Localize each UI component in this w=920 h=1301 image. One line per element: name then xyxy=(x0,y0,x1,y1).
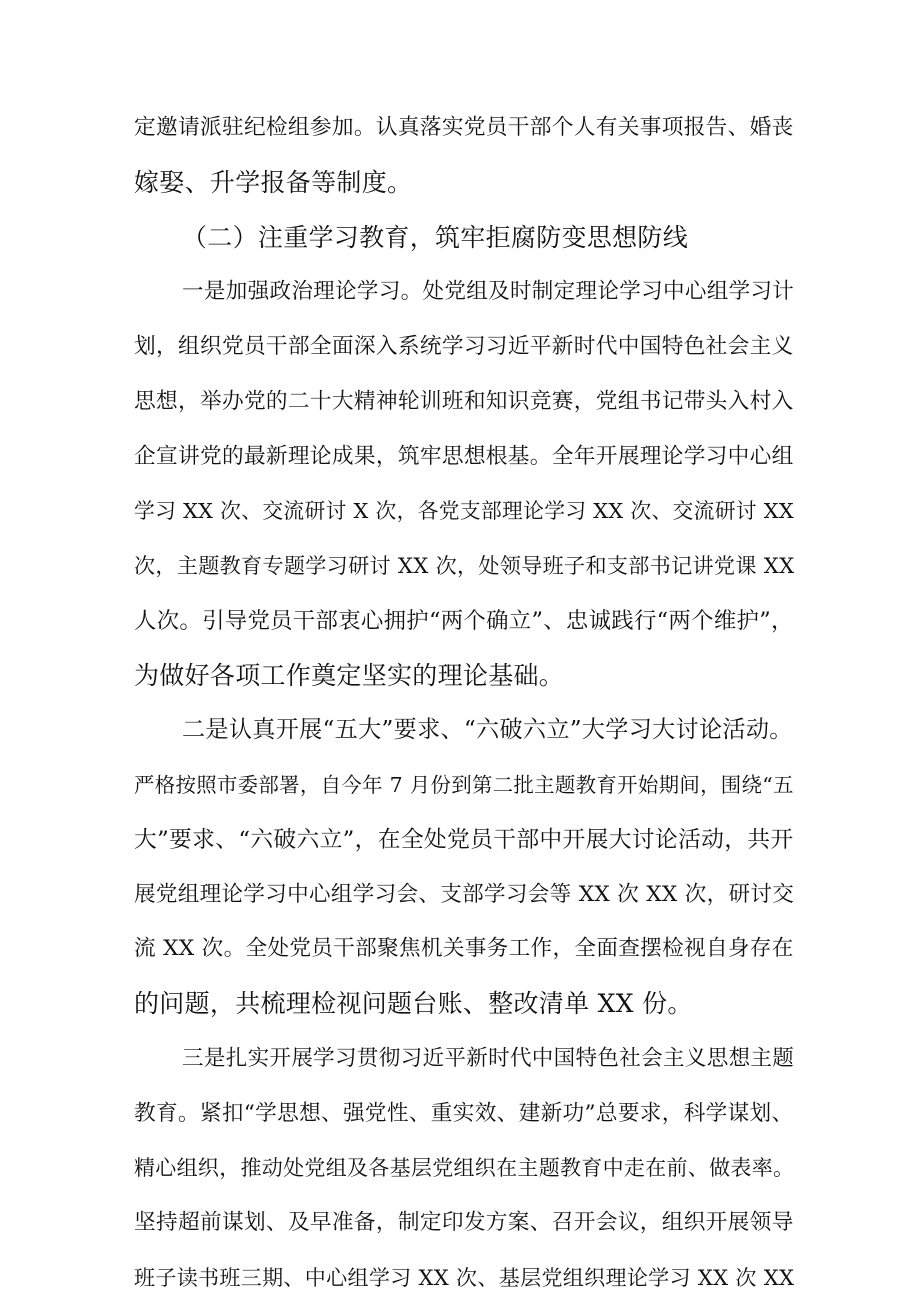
text-line: 嫁娶、升学报备等制度。 xyxy=(134,167,413,197)
text-line: 人次。引导党员干部衷心拥护“两个确立”、忠诚践行“两个维护”， xyxy=(134,607,794,634)
paragraph-first-line: 二是认真开展“五大”要求、“六破六立”大学习大讨论活动。 xyxy=(182,717,793,744)
text-line: 划，组织党员干部全面深入系统学习习近平新时代中国特色社会主义 xyxy=(134,334,794,359)
text-line: 思想，举办党的二十大精神轮训班和知识竞赛，党组书记带头入村入 xyxy=(134,388,794,414)
text-line: 精心组织，推动处党组及各基层党组织在主题教育中走在前、做表率。 xyxy=(134,1156,795,1181)
text-line: 严格按照市委部署，自今年 7 月份到第二批主题教育开始期间，围绕“五 xyxy=(134,773,794,797)
text-line: 坚持超前谋划、及早准备，制定印发方案、召开会议，组织开展领导 xyxy=(134,1210,794,1235)
text-line: 为做好各项工作奠定坚实的理论基础。 xyxy=(134,660,565,690)
text-line: 学习 XX 次、交流研讨 X 次，各党支部理论学习 XX 次、交流研讨 XX xyxy=(134,499,794,524)
text-line: 次，主题教育专题学习研讨 XX 次，处领导班子和支部书记讲党课 XX xyxy=(134,553,795,578)
text-line: 的问题，共梳理检视问题台账、整改清单 XX 份。 xyxy=(134,989,693,1018)
text-line: 定邀请派驻纪检组参加。认真落实党员干部个人有关事项报告、婚丧 xyxy=(134,115,794,140)
text-line: 流 XX 次。全处党员干部聚焦机关事务工作，全面查摆检视自身存在 xyxy=(134,936,794,962)
text-line: 教育。紧扣“学思想、强党性、重实效、建新功”总要求，科学谋划、 xyxy=(134,1100,794,1126)
paragraph-first-line: 三是扎实开展学习贯彻习近平新时代中国特色社会主义思想主题 xyxy=(182,1045,795,1071)
text-line: 大”要求、“六破六立”，在全处党员干部中开展大讨论活动，共开 xyxy=(134,826,794,853)
text-line: 企宣讲党的最新理论成果，筑牢思想根基。全年开展理论学习中心组 xyxy=(134,443,794,469)
text-line: 班子读书班三期、中心组学习 XX 次、基层党组织理论学习 XX 次 XX xyxy=(134,1264,795,1290)
paragraph-first-line: 一是加强政治理论学习。处党组及时制定理论学习中心组学习计 xyxy=(182,279,795,305)
section-heading: （二）注重学习教育，筑牢拒腐防变思想防线 xyxy=(182,222,689,252)
text-line: 展党组理论学习中心组学习会、支部学习会等 XX 次 XX 次，研讨交 xyxy=(134,881,795,907)
